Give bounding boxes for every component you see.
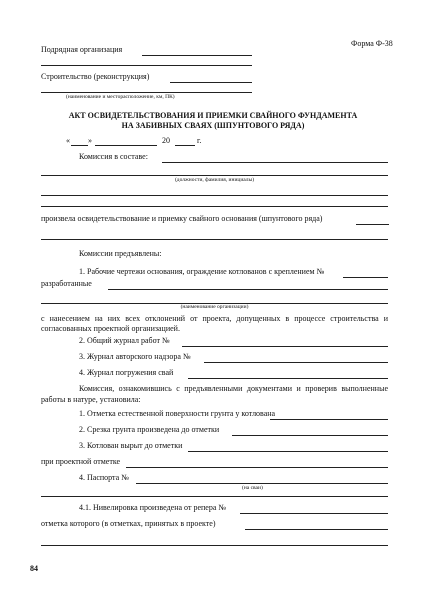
- finding4-field[interactable]: [136, 483, 388, 484]
- inspection-text: произвела освидетельствование и приемку свайного основания (шпунтового ряда): [41, 214, 323, 223]
- date-open-quote: «: [66, 136, 70, 145]
- benchmark-field-line2[interactable]: [41, 545, 388, 546]
- item1-text: 1. Рабочие чертежи основания, ограждение котлованов с креплением №: [79, 267, 325, 276]
- item3-field[interactable]: [204, 362, 388, 363]
- commission-field-line4[interactable]: [41, 206, 388, 207]
- findings-text: Комиссия, ознакомившись с предъявленными документами и проверив выполненные работы в натуре, установила:: [41, 384, 388, 404]
- date-year-prefix: 20: [162, 136, 170, 145]
- finding2-field[interactable]: [232, 435, 388, 436]
- commission-field-line3[interactable]: [41, 195, 388, 196]
- finding1-text: 1. Отметка естественной поверхности грунта у котлована: [79, 409, 276, 418]
- date-day-field[interactable]: [71, 145, 88, 146]
- benchmark-text: отметка которого (в отметках, принятых в проекте): [41, 519, 216, 528]
- developed-label: разработанные: [41, 279, 92, 288]
- piles-caption: (на сваи): [242, 485, 263, 491]
- item3-text: 3. Журнал авторского надзора №: [79, 352, 191, 361]
- presented-label: Комиссии предъявлены:: [79, 249, 162, 258]
- design-mark-field[interactable]: [126, 467, 388, 468]
- item4-text: 4. Журнал погружения свай: [79, 368, 174, 377]
- date-year-field[interactable]: [175, 145, 195, 146]
- finding3-field[interactable]: [188, 451, 388, 452]
- finding4-text: 4. Паспорта №: [79, 473, 129, 482]
- contractor-label: Подрядная организация: [41, 45, 123, 54]
- form-code: Форма Ф-38: [351, 39, 393, 48]
- date-month-field[interactable]: [95, 145, 157, 146]
- developed-field[interactable]: [108, 289, 388, 290]
- page-number: 84: [30, 564, 38, 573]
- inspection-field-line2[interactable]: [41, 239, 388, 240]
- construction-field[interactable]: [170, 82, 252, 83]
- construction-field-line2[interactable]: [41, 92, 252, 93]
- contractor-field-line2[interactable]: [41, 65, 252, 66]
- finding2-text: 2. Срезка грунта произведена до отметки: [79, 425, 220, 434]
- finding1-field[interactable]: [270, 419, 388, 420]
- commission-field[interactable]: [162, 162, 388, 163]
- construction-caption: (наименование и месторасположение, км, ПК): [66, 94, 175, 100]
- finding41-text: 4.1. Нивелировка произведена от репера №: [79, 503, 227, 512]
- benchmark-field[interactable]: [245, 529, 388, 530]
- contractor-field[interactable]: [142, 55, 252, 56]
- finding41-field[interactable]: [240, 513, 388, 514]
- construction-label: Строительство (реконструкция): [41, 72, 150, 81]
- item2-text: 2. Общий журнал работ №: [79, 336, 170, 345]
- date-suffix: г.: [197, 136, 202, 145]
- commission-label: Комиссия в составе:: [79, 152, 148, 161]
- finding3-text: 3. Котлован вырыт до отметки: [79, 441, 183, 450]
- finding4-field-line2[interactable]: [41, 496, 388, 497]
- inspection-field[interactable]: [356, 224, 389, 225]
- org-caption: (наименование организации): [180, 304, 249, 310]
- document-title-line2: НА ЗАБИВНЫХ СВАЯХ (ШПУНТОВОГО РЯДА): [121, 121, 305, 130]
- commission-caption: (должности, фамилия, инициалы): [174, 177, 255, 183]
- deviations-text: с нанесением на них всех отклонений от проекта, допущенных в процессе строительства и согласованных проектной организацией.: [41, 314, 388, 333]
- item4-field[interactable]: [188, 378, 388, 379]
- design-mark-text: при проектной отметке: [41, 457, 121, 466]
- item2-field[interactable]: [182, 346, 388, 347]
- commission-field-line2[interactable]: [41, 175, 388, 176]
- item1-field[interactable]: [343, 277, 388, 278]
- document-title-line1: АКТ ОСВИДЕТЕЛЬСТВОВАНИЯ И ПРИЕМКИ СВАЙНОГО ФУНДАМЕНТА: [68, 111, 358, 120]
- date-close-quote: »: [88, 136, 92, 145]
